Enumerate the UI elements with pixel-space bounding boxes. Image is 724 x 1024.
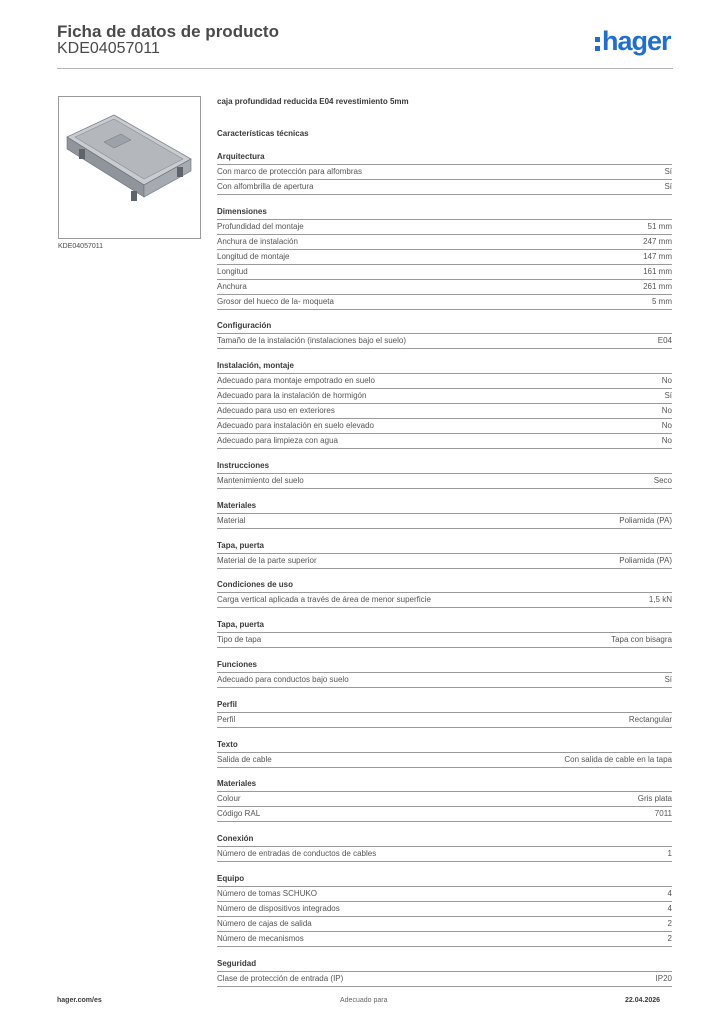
spec-value: Poliamida (PA) [619, 515, 672, 525]
spec-label: Con alfombrilla de apertura [217, 181, 314, 191]
spec-label: Adecuado para uso en exteriores [217, 406, 335, 416]
spec-value: 147 mm [643, 251, 672, 261]
spec-group [217, 578, 672, 608]
page-title: Ficha de datos de producto [57, 22, 279, 41]
spec-value: No [661, 421, 672, 431]
spec-group-title: Perfil [217, 698, 672, 713]
spec-group [217, 658, 672, 688]
floor-box-illustration [59, 97, 200, 238]
spec-group-title: Instalación, montaje [217, 359, 672, 374]
spec-group [217, 777, 672, 822]
spec-label: Profundidad del montaje [217, 221, 304, 231]
spec-row [217, 753, 672, 768]
spec-group [217, 738, 672, 768]
spec-value: 247 mm [643, 236, 672, 246]
footer-date: 22.04.2026 [625, 997, 661, 1004]
spec-row [217, 250, 672, 265]
spec-group-title: Configuración [217, 319, 672, 334]
spec-value: Gris plata [637, 794, 672, 804]
spec-content [217, 95, 672, 987]
spec-group [217, 319, 672, 349]
spec-label: Colour [217, 794, 241, 804]
spec-row [217, 593, 672, 608]
spec-row [217, 180, 672, 195]
spec-value: 4 [667, 903, 672, 913]
spec-group-title: Materiales [217, 777, 672, 792]
spec-value: Con salida de cable en la tapa [564, 754, 672, 764]
spec-row [217, 404, 672, 419]
spec-row [217, 713, 672, 728]
spec-row [217, 220, 672, 235]
spec-label: Número de entradas de conductos de cables [217, 849, 377, 859]
spec-group-title: Funciones [217, 658, 672, 673]
product-code: KDE04057011 [57, 40, 160, 57]
spec-group [217, 618, 672, 648]
spec-group [217, 499, 672, 529]
spec-label: Número de mecanismos [217, 933, 304, 943]
spec-label: Anchura [217, 281, 247, 291]
spec-group-title: Texto [217, 738, 672, 753]
spec-row [217, 419, 672, 434]
spec-label: Mantenimiento del suelo [217, 475, 304, 485]
spec-value: 5 mm [652, 296, 672, 306]
logo-dots-icon [595, 37, 600, 51]
spec-group-title: Materiales [217, 499, 672, 514]
product-image-caption: KDE04057011 [58, 243, 104, 250]
spec-group-title: Tapa, puerta [217, 539, 672, 554]
spec-group-title: Arquitectura [217, 150, 672, 165]
spec-value: 7011 [654, 809, 672, 819]
spec-row [217, 334, 672, 349]
spec-label: Longitud [217, 266, 248, 276]
spec-value: 51 mm [647, 221, 672, 231]
spec-row [217, 633, 672, 648]
hager-logo[interactable] [595, 26, 671, 56]
spec-row [217, 554, 672, 569]
spec-value: Sí [664, 166, 672, 176]
spec-row [217, 280, 672, 295]
spec-group [217, 459, 672, 489]
spec-label: Código RAL [217, 809, 261, 819]
spec-value: Rectangular [628, 714, 672, 724]
spec-label: Adecuado para instalación en suelo elevado [217, 421, 375, 431]
spec-value: Sí [664, 674, 672, 684]
spec-row [217, 673, 672, 688]
spec-row [217, 917, 672, 932]
spec-row [217, 265, 672, 280]
spec-row [217, 972, 672, 987]
tech-heading: Características técnicas [217, 129, 309, 138]
spec-group [217, 539, 672, 569]
spec-label: Clase de protección de entrada (IP) [217, 973, 344, 983]
spec-value: 261 mm [643, 281, 672, 291]
spec-label: Longitud de montaje [217, 251, 290, 261]
spec-label: Adecuado para limpieza con agua [217, 436, 338, 446]
spec-value: Sí [664, 181, 672, 191]
spec-row [217, 807, 672, 822]
spec-row [217, 932, 672, 947]
footer-website[interactable]: hager.com/es [57, 997, 102, 1004]
spec-label: Adecuado para conductos bajo suelo [217, 674, 349, 684]
spec-group-title: Conexión [217, 832, 672, 847]
spec-value: IP20 [655, 973, 672, 983]
spec-value: 2 [667, 918, 672, 928]
spec-value: No [661, 436, 672, 446]
spec-value: 1 [667, 849, 672, 859]
spec-row [217, 235, 672, 250]
spec-label: Tamaño de la instalación (instalaciones bajo el suelo) [217, 336, 406, 346]
spec-group [217, 832, 672, 862]
spec-label: Número de tomas SCHUKO [217, 888, 318, 898]
spec-group-title: Instrucciones [217, 459, 672, 474]
spec-value: Sí [664, 391, 672, 401]
spec-row [217, 295, 672, 310]
spec-group-title: Condiciones de uso [217, 578, 672, 593]
spec-group [217, 698, 672, 728]
spec-value: 161 mm [643, 266, 672, 276]
spec-group [217, 205, 672, 310]
header-divider [57, 68, 673, 69]
spec-label: Con marco de protección para alfombras [217, 166, 362, 176]
product-image [58, 96, 201, 239]
logo-text: hager [602, 25, 671, 56]
spec-group-title: Equipo [217, 872, 672, 887]
spec-label: Tipo de tapa [217, 635, 262, 645]
spec-row [217, 389, 672, 404]
spec-value: 4 [667, 888, 672, 898]
spec-value: Tapa con bisagra [611, 635, 672, 645]
spec-label: Material de la parte superior [217, 555, 317, 565]
spec-value: No [661, 406, 672, 416]
spec-label: Adecuado para la instalación de hormigón [217, 391, 367, 401]
spec-label: Número de cajas de salida [217, 918, 312, 928]
spec-row [217, 847, 672, 862]
spec-group-title: Tapa, puerta [217, 618, 672, 633]
spec-label: Adecuado para montaje empotrado en suelo [217, 376, 375, 386]
spec-row [217, 374, 672, 389]
spec-label: Perfil [217, 714, 236, 724]
spec-label: Carga vertical aplicada a través de área de menor superficie [217, 595, 431, 605]
spec-row [217, 792, 672, 807]
spec-value: Poliamida (PA) [619, 555, 672, 565]
spec-label: Material [217, 515, 246, 525]
spec-groups [217, 150, 672, 987]
spec-group [217, 359, 672, 449]
spec-label: Salida de cable [217, 754, 272, 764]
spec-label: Número de dispositivos integrados [217, 903, 340, 913]
spec-value: 2 [667, 933, 672, 943]
spec-row [217, 434, 672, 449]
spec-group [217, 957, 672, 987]
spec-value: 1,5 kN [648, 595, 672, 605]
product-description: caja profundidad reducida E04 revestimiento 5mm [217, 97, 409, 106]
spec-value: No [661, 376, 672, 386]
spec-value: Seco [653, 475, 672, 485]
spec-group-title: Seguridad [217, 957, 672, 972]
spec-row [217, 165, 672, 180]
spec-group [217, 150, 672, 195]
spec-group [217, 872, 672, 947]
spec-row [217, 514, 672, 529]
spec-row [217, 474, 672, 489]
spec-group-title: Dimensiones [217, 205, 672, 220]
spec-label: Grosor del hueco de la- moqueta [217, 296, 334, 306]
spec-label: Anchura de instalación [217, 236, 298, 246]
spec-value: E04 [657, 336, 672, 346]
footer-middle-text: Adecuado para [340, 997, 388, 1004]
spec-row [217, 887, 672, 902]
spec-row [217, 902, 672, 917]
